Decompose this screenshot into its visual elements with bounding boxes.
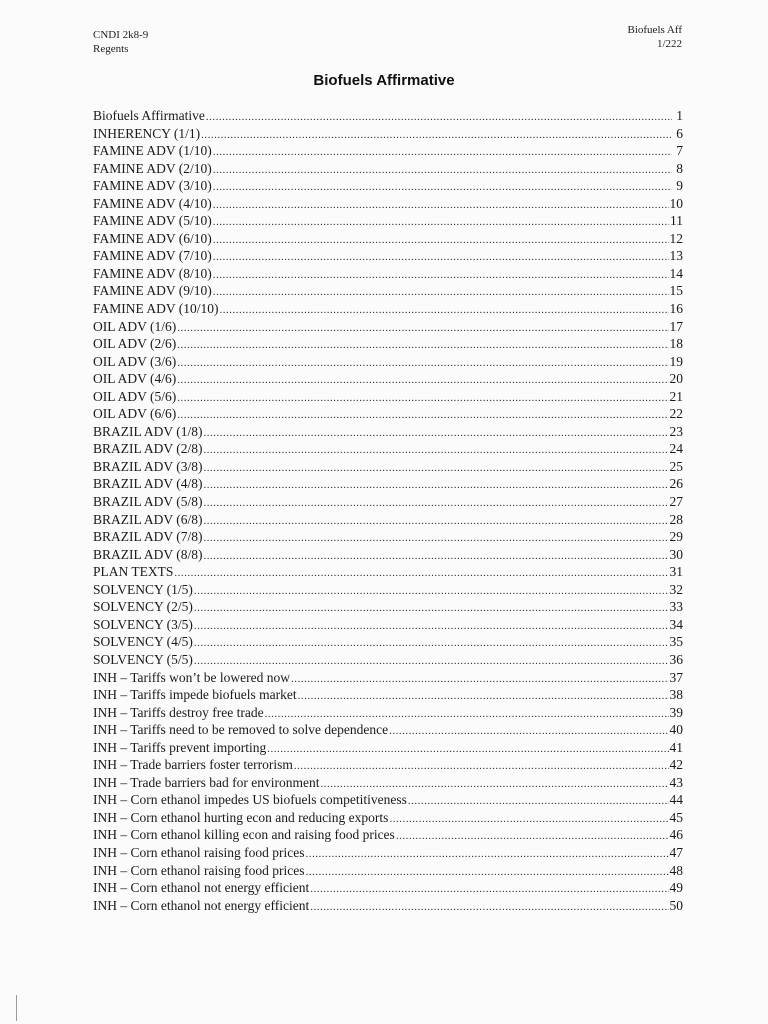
toc-dot-leader xyxy=(204,495,669,511)
toc-entry[interactable] xyxy=(93,318,683,336)
document-title: Biofuels Affirmative xyxy=(313,72,455,89)
toc-dot-leader xyxy=(177,320,668,336)
toc-entry-label: FAMINE ADV (3/10) xyxy=(93,178,212,194)
toc-entry-page: 45 xyxy=(669,809,683,825)
toc-dot-leader xyxy=(305,846,668,862)
toc-entry-page: 8 xyxy=(676,160,683,176)
toc-entry-label: FAMINE ADV (5/10) xyxy=(93,213,212,229)
toc-entry-label: SOLVENCY (2/5) xyxy=(93,599,193,615)
toc-dot-leader xyxy=(194,635,669,651)
toc-dot-leader xyxy=(201,127,672,143)
toc-entry-page: 43 xyxy=(669,774,683,790)
toc-dot-leader xyxy=(396,828,669,844)
toc-entry-label: SOLVENCY (1/5) xyxy=(93,581,193,597)
toc-entry-label: INH – Corn ethanol raising food prices xyxy=(93,844,305,860)
toc-entry-label: SOLVENCY (4/5) xyxy=(93,634,193,650)
toc-dot-leader xyxy=(408,793,669,809)
toc-entry-label: INH – Tariffs destroy free trade xyxy=(93,704,264,720)
toc-entry-page: 6 xyxy=(676,125,683,141)
toc-entry-page: 47 xyxy=(669,844,683,860)
toc-dot-leader xyxy=(194,653,669,669)
toc-entry-label: OIL ADV (6/6) xyxy=(93,406,177,422)
toc-entry-label: BRAZIL ADV (2/8) xyxy=(93,441,203,457)
toc-entry-label: INH – Corn ethanol impedes US biofuels competitiveness xyxy=(93,792,407,808)
toc-entry-page: 35 xyxy=(669,634,683,650)
toc-entry[interactable] xyxy=(93,353,683,371)
toc-entry-page: 26 xyxy=(669,476,683,492)
toc-entry-label: SOLVENCY (3/5) xyxy=(93,616,193,632)
toc-entry[interactable] xyxy=(93,616,683,634)
toc-entry-label: BRAZIL ADV (6/8) xyxy=(93,511,203,527)
toc-entry-page: 1 xyxy=(676,108,683,123)
toc-entry-page: 24 xyxy=(669,441,683,457)
toc-entry-label: Biofuels Affirmative xyxy=(93,108,205,123)
toc-entry-page: 42 xyxy=(669,757,683,773)
toc-entry-label: INH – Corn ethanol not energy efficient xyxy=(93,880,310,896)
toc-entry[interactable] xyxy=(93,791,683,809)
toc-entry-page: 17 xyxy=(669,318,683,334)
toc-entry-label: FAMINE ADV (9/10) xyxy=(93,283,212,299)
toc-dot-leader xyxy=(298,688,669,704)
toc-entry-page: 31 xyxy=(669,564,683,580)
toc-entry-label: INH – Tariffs prevent importing xyxy=(93,739,267,755)
toc-entry-label: OIL ADV (5/6) xyxy=(93,388,177,404)
toc-dot-leader xyxy=(204,513,669,529)
toc-entry-page: 30 xyxy=(669,546,683,562)
toc-entry[interactable] xyxy=(93,230,683,248)
toc-entry[interactable] xyxy=(93,704,683,722)
toc-dot-leader xyxy=(389,811,668,827)
toc-entry[interactable] xyxy=(93,581,683,599)
toc-dot-leader xyxy=(310,881,668,897)
toc-entry-label: OIL ADV (2/6) xyxy=(93,336,177,352)
toc-entry[interactable] xyxy=(93,721,683,739)
toc-entry-label: BRAZIL ADV (3/8) xyxy=(93,458,203,474)
toc-dot-leader xyxy=(213,162,672,178)
toc-entry-label: FAMINE ADV (1/10) xyxy=(93,143,212,159)
toc-entry-label: FAMINE ADV (4/10) xyxy=(93,195,212,211)
toc-entry[interactable] xyxy=(93,511,683,529)
toc-entry[interactable] xyxy=(93,563,683,581)
toc-entry[interactable] xyxy=(93,756,683,774)
toc-entry[interactable] xyxy=(93,475,683,493)
toc-entry[interactable] xyxy=(93,388,683,406)
toc-dot-leader xyxy=(206,109,672,125)
toc-entry-page: 9 xyxy=(676,178,683,194)
toc-dot-leader xyxy=(213,179,672,195)
toc-entry-page: 36 xyxy=(669,651,683,667)
toc-dot-leader xyxy=(204,530,669,546)
toc-entry[interactable] xyxy=(93,598,683,616)
toc-entry-page: 40 xyxy=(669,722,683,738)
toc-entry[interactable] xyxy=(93,862,683,880)
toc-entry-page: 16 xyxy=(669,301,683,317)
toc-dot-leader xyxy=(213,197,669,213)
toc-entry-label: FAMINE ADV (8/10) xyxy=(93,265,212,281)
toc-entry[interactable] xyxy=(93,897,683,915)
toc-entry-page: 38 xyxy=(669,687,683,703)
toc-dot-leader xyxy=(213,249,669,265)
toc-entry-label: INH – Corn ethanol not energy efficient xyxy=(93,897,310,913)
toc-entry-page: 21 xyxy=(669,388,683,404)
toc-entry[interactable] xyxy=(93,651,683,669)
toc-entry-page: 7 xyxy=(676,143,683,159)
toc-entry[interactable] xyxy=(93,160,683,178)
toc-entry[interactable] xyxy=(93,125,683,143)
toc-entry-label: OIL ADV (3/6) xyxy=(93,353,177,369)
toc-entry-page: 44 xyxy=(669,792,683,808)
toc-dot-leader xyxy=(389,723,668,739)
toc-entry-page: 48 xyxy=(669,862,683,878)
toc-dot-leader xyxy=(177,407,668,423)
header-page-number: 1/222 xyxy=(656,38,682,50)
toc-entry[interactable] xyxy=(93,212,683,230)
toc-entry-label: BRAZIL ADV (8/8) xyxy=(93,546,203,562)
toc-entry-page: 22 xyxy=(669,406,683,422)
toc-entry-label: INH – Corn ethanol killing econ and raising food prices xyxy=(93,827,395,843)
toc-entry-page: 23 xyxy=(669,423,683,439)
toc-entry[interactable] xyxy=(93,370,683,388)
header-left xyxy=(93,28,148,56)
toc-entry-page: 20 xyxy=(669,371,683,387)
toc-entry-label: INH – Trade barriers foster terrorism xyxy=(93,757,293,773)
toc-dot-leader xyxy=(310,899,668,915)
toc-entry-label: BRAZIL ADV (5/8) xyxy=(93,494,203,510)
toc-entry-page: 28 xyxy=(669,511,683,527)
toc-entry[interactable] xyxy=(93,300,683,318)
toc-entry[interactable] xyxy=(93,142,683,160)
toc-dot-leader xyxy=(213,214,669,230)
toc-entry[interactable] xyxy=(93,826,683,844)
toc-entry-label: INHERENCY (1/1) xyxy=(93,125,201,141)
toc-entry[interactable] xyxy=(93,774,683,792)
toc-entry[interactable] xyxy=(93,440,683,458)
header-right xyxy=(628,23,683,51)
toc-entry[interactable] xyxy=(93,809,683,827)
toc-entry-label: INH – Corn ethanol raising food prices xyxy=(93,862,305,878)
toc-entry[interactable] xyxy=(93,265,683,283)
toc-entry-page: 10 xyxy=(669,195,683,211)
toc-entry-page: 27 xyxy=(669,494,683,510)
toc-entry-label: INH – Tariffs need to be removed to solve dependence xyxy=(93,722,389,738)
toc-entry[interactable] xyxy=(93,686,683,704)
toc-entry-page: 46 xyxy=(669,827,683,843)
toc-dot-leader xyxy=(177,337,668,353)
toc-dot-leader xyxy=(204,460,669,476)
toc-entry[interactable] xyxy=(93,633,683,651)
toc-entry-page: 11 xyxy=(670,213,683,229)
scan-margin-mark xyxy=(16,995,17,1021)
toc-dot-leader xyxy=(305,864,668,880)
toc-dot-leader xyxy=(194,618,669,634)
toc-entry[interactable] xyxy=(93,177,683,195)
toc-dot-leader xyxy=(267,741,668,757)
header-school: Regents xyxy=(93,43,129,55)
toc-entry[interactable] xyxy=(93,282,683,300)
toc-entry[interactable] xyxy=(93,458,683,476)
toc-entry[interactable] xyxy=(93,528,683,546)
toc-dot-leader xyxy=(265,706,669,722)
toc-dot-leader xyxy=(294,758,669,774)
toc-entry-label: INH – Tariffs impede biofuels market xyxy=(93,687,297,703)
toc-entry[interactable] xyxy=(93,335,683,353)
toc-dot-leader xyxy=(204,442,669,458)
toc-entry-page: 33 xyxy=(669,599,683,615)
toc-entry-page: 25 xyxy=(669,458,683,474)
toc-entry-page: 49 xyxy=(669,880,683,896)
toc-entry-label: FAMINE ADV (2/10) xyxy=(93,160,212,176)
toc-entry-label: BRAZIL ADV (4/8) xyxy=(93,476,203,492)
toc-entry[interactable] xyxy=(93,107,683,125)
toc-entry[interactable] xyxy=(93,195,683,213)
toc-entry-page: 29 xyxy=(669,529,683,545)
toc-dot-leader xyxy=(204,477,669,493)
toc-entry-label: BRAZIL ADV (7/8) xyxy=(93,529,203,545)
header-file-name: Biofuels Aff xyxy=(627,24,682,36)
toc-dot-leader xyxy=(204,425,669,441)
toc-dot-leader xyxy=(320,776,668,792)
toc-entry-page: 12 xyxy=(669,230,683,246)
toc-entry-label: INH – Trade barriers bad for environment xyxy=(93,774,320,790)
toc-entry[interactable] xyxy=(93,879,683,897)
toc-entry-page: 19 xyxy=(669,353,683,369)
toc-entry-page: 41 xyxy=(669,739,683,755)
toc-entry-page: 14 xyxy=(669,265,683,281)
toc-entry-page: 37 xyxy=(669,669,683,685)
toc-entry-label: OIL ADV (4/6) xyxy=(93,371,177,387)
toc-dot-leader xyxy=(177,390,668,406)
toc-entry-label: FAMINE ADV (7/10) xyxy=(93,248,212,264)
toc-entry-label: FAMINE ADV (10/10) xyxy=(93,301,219,317)
toc-dot-leader xyxy=(174,565,668,581)
toc-dot-leader xyxy=(204,548,669,564)
toc-entry[interactable] xyxy=(93,247,683,265)
toc-dot-leader xyxy=(177,372,668,388)
toc-entry-page: 39 xyxy=(669,704,683,720)
toc-entry-label: INH – Tariffs won’t be lowered now xyxy=(93,669,291,685)
header-tournament: CNDI 2k8-9 xyxy=(93,29,149,41)
toc-entry[interactable] xyxy=(93,405,683,423)
toc-entry-label: BRAZIL ADV (1/8) xyxy=(93,423,203,439)
toc-entry-page: 34 xyxy=(669,616,683,632)
toc-entry-page: 50 xyxy=(669,897,683,913)
toc-dot-leader xyxy=(213,232,669,248)
toc-entry-label: PLAN TEXTS xyxy=(93,564,174,580)
table-of-contents xyxy=(93,107,683,914)
toc-entry-page: 15 xyxy=(669,283,683,299)
toc-dot-leader xyxy=(213,284,669,300)
toc-entry[interactable] xyxy=(93,739,683,757)
toc-dot-leader xyxy=(194,600,669,616)
toc-entry-label: FAMINE ADV (6/10) xyxy=(93,230,212,246)
toc-entry-label: OIL ADV (1/6) xyxy=(93,318,177,334)
toc-entry-page: 18 xyxy=(669,336,683,352)
toc-entry[interactable] xyxy=(93,546,683,564)
toc-dot-leader xyxy=(177,355,668,371)
toc-dot-leader xyxy=(291,671,668,687)
toc-dot-leader xyxy=(213,267,669,283)
toc-entry[interactable] xyxy=(93,844,683,862)
toc-entry-label: INH – Corn ethanol hurting econ and reducing exports xyxy=(93,809,389,825)
toc-entry-label: SOLVENCY (5/5) xyxy=(93,651,193,667)
toc-dot-leader xyxy=(220,302,669,318)
toc-entry[interactable] xyxy=(93,493,683,511)
toc-entry-page: 13 xyxy=(669,248,683,264)
toc-dot-leader xyxy=(213,144,672,160)
toc-entry-page: 32 xyxy=(669,581,683,597)
toc-entry[interactable] xyxy=(93,669,683,687)
toc-dot-leader xyxy=(194,583,669,599)
toc-entry[interactable] xyxy=(93,423,683,441)
